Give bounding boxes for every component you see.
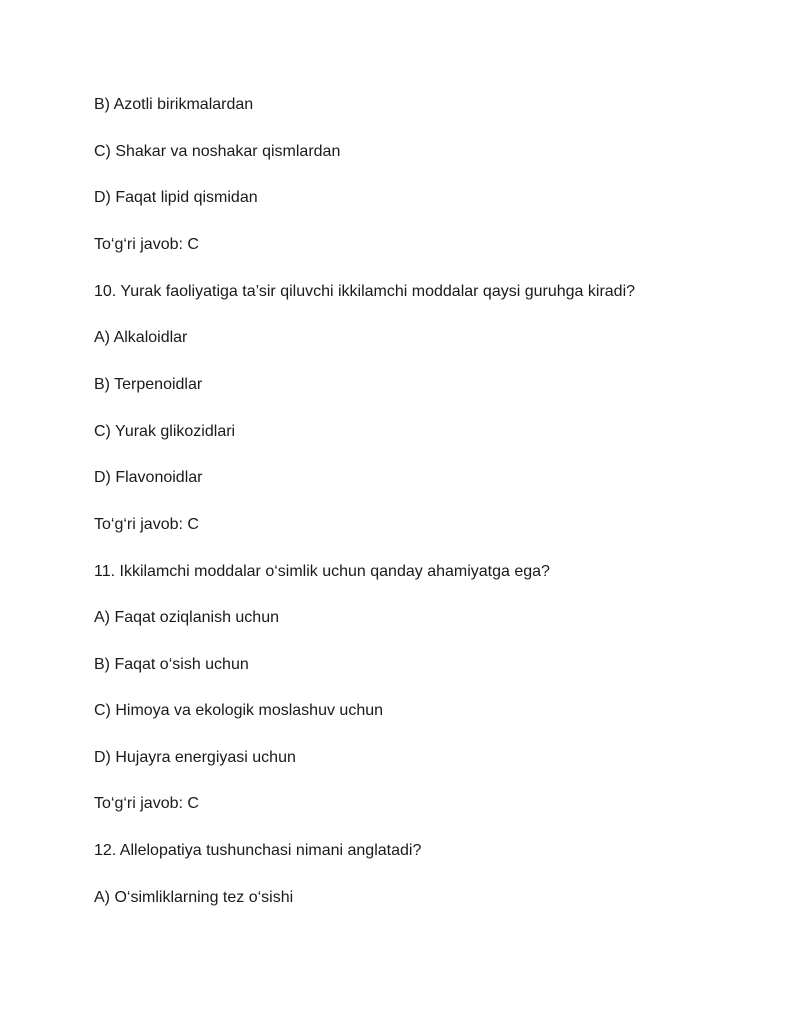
option-a-q12: A) O‘simliklarning tez o‘sishi	[94, 889, 294, 906]
answer-q10: To‘g‘ri javob: C	[94, 516, 199, 533]
option-b-q10: B) Terpenoidlar	[94, 376, 203, 393]
question-11: 11. Ikkilamchi moddalar o‘simlik uchun qanday ahamiyatga ega?	[94, 563, 550, 580]
option-c-q11: C) Himoya va ekologik moslashuv uchun	[94, 702, 384, 719]
answer-q9: To‘g‘ri javob: C	[94, 236, 199, 253]
answer-q11: To‘g‘ri javob: C	[94, 795, 199, 812]
option-a-q11: A) Faqat oziqlanish uchun	[94, 609, 279, 626]
question-10: 10. Yurak faoliyatiga ta’sir qiluvchi ikkilamchi moddalar qaysi guruhga kiradi?	[94, 283, 636, 300]
option-d-q11: D) Hujayra energiyasi uchun	[94, 749, 296, 766]
option-b-q11: B) Faqat o‘sish uchun	[94, 656, 249, 673]
option-c-q9: C) Shakar va noshakar qismlardan	[94, 143, 341, 160]
option-d-q9: D) Faqat lipid qismidan	[94, 189, 258, 206]
option-b-q9: B) Azotli birikmalardan	[94, 96, 254, 113]
option-a-q10: A) Alkaloidlar	[94, 329, 188, 346]
option-c-q10: C) Yurak glikozidlari	[94, 423, 236, 440]
question-12: 12. Allelopatiya tushunchasi nimani anglatadi?	[94, 842, 422, 859]
option-d-q10: D) Flavonoidlar	[94, 469, 203, 486]
